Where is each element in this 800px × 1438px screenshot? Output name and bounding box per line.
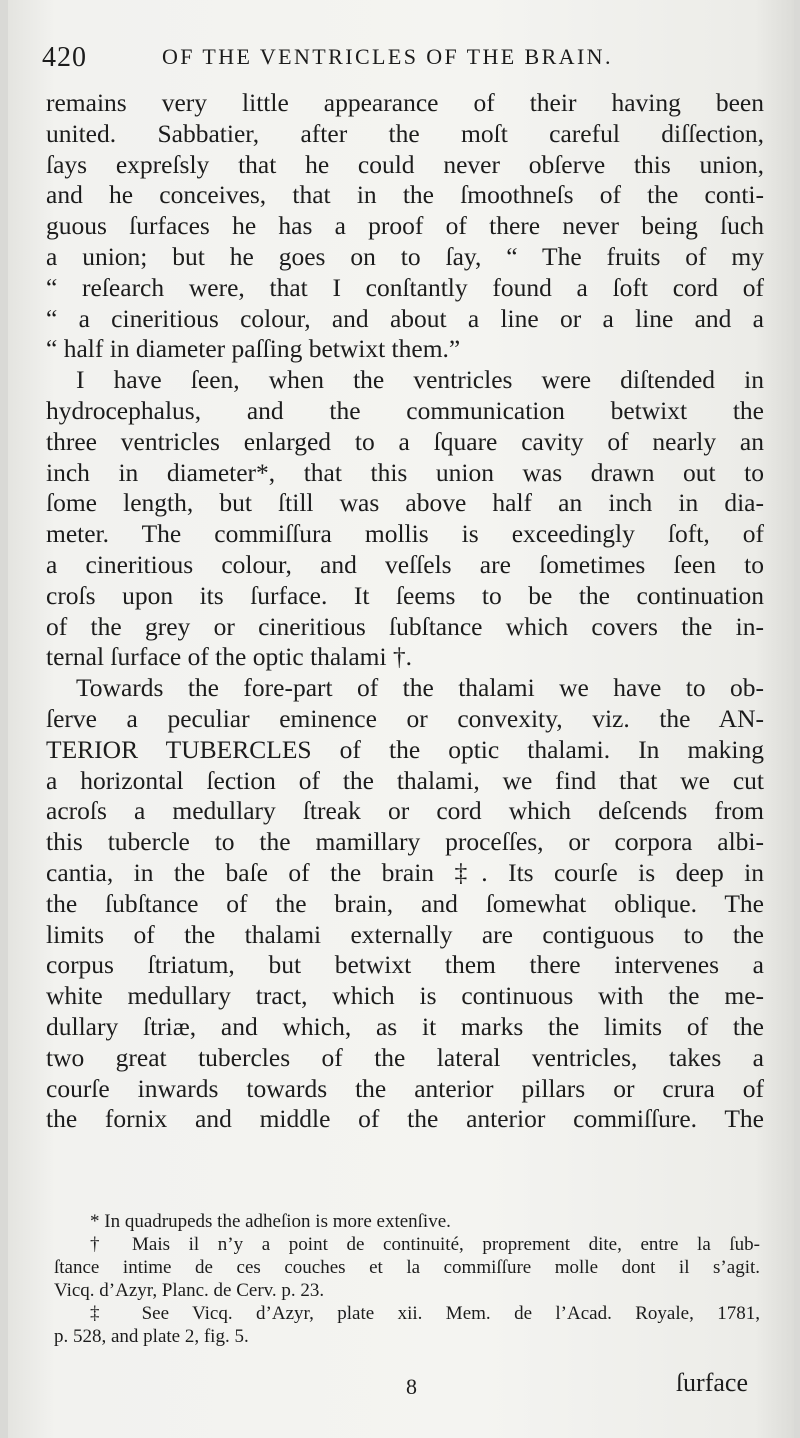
text-line: “ reſearch were, that I conſtantly found a ſoft cord of xyxy=(46,272,764,302)
book-page xyxy=(8,0,794,1438)
page-number: 420 xyxy=(42,42,87,73)
text-line: I have ſeen, when the ventricles were diſtended in xyxy=(76,365,764,395)
page-header xyxy=(42,42,754,82)
footnote-line: * In quadrupeds the adheſion is more extenſive. xyxy=(90,1211,451,1232)
text-line: hydrocephalus, and the communication betwixt the xyxy=(46,395,764,425)
text-line: united. Sabbatier, after the moſt careful diſſection, xyxy=(46,118,764,148)
catchword: ſurface xyxy=(675,1368,748,1397)
text-line: a cineritious colour, and veſſels are ſometimes ſeen to xyxy=(46,549,764,579)
footnote-line: Vicq. d’Azyr, Planc. de Cerv. p. 23. xyxy=(54,1280,325,1301)
text-line: corpus ſtriatum, but betwixt them there intervenes a xyxy=(46,950,764,980)
text-line: inch in diameter*, that this union was drawn out to xyxy=(46,457,764,487)
body-text xyxy=(46,88,764,1135)
text-line: ſome length, but ſtill was above half an inch in dia- xyxy=(46,488,764,518)
text-line: ternal ſurface of the optic thalami †. xyxy=(46,642,413,672)
text-line: the ſubſtance of the brain, and ſomewhat oblique. The xyxy=(46,888,764,918)
text-line: remains very little appearance of their having been xyxy=(46,88,764,117)
text-line: acroſs a medullary ſtreak or cord which deſcends from xyxy=(46,796,764,826)
text-line: cantia, in the baſe of the brain ‡. Its courſe is deep in xyxy=(46,857,764,887)
text-line: “ half in diameter paſſing betwixt them.” xyxy=(46,334,461,364)
footnotes xyxy=(54,1210,760,1348)
running-title: OF THE VENTRICLES OF THE BRAIN. xyxy=(162,44,613,69)
text-line: the fornix and middle of the anterior commiſſure. The xyxy=(46,1104,764,1134)
footnote-line: ‡ See Vicq. d’Azyr, plate xii. Mem. de l’Acad. Royale, 1781, xyxy=(90,1303,760,1324)
text-line: a union; but he goes on to ſay, “ The fruits of my xyxy=(46,241,764,271)
text-line: two great tubercles of the lateral ventricles, takes a xyxy=(46,1042,764,1072)
footnote-line: † Mais il n’y a point de continuité, proprement dite, entre la ſub- xyxy=(90,1234,760,1255)
text-line: courſe inwards towards the anterior pillars or crura of xyxy=(46,1073,764,1103)
text-line: TERIOR TUBERCLES of the optic thalami. In making xyxy=(46,734,764,764)
footnote-line: p. 528, and plate 2, fig. 5. xyxy=(54,1326,249,1347)
text-line: a horizontal ſection of the thalami, we find that we cut xyxy=(46,765,764,795)
text-line: three ventricles enlarged to a ſquare cavity of nearly an xyxy=(46,426,764,456)
footnote-line: ſtance intime de ces couches et la commiſſure molle dont il s’agit. xyxy=(54,1257,760,1278)
text-line: of the grey or cineritious ſubſtance which covers the in- xyxy=(46,611,764,641)
text-line: and he conceives, that in the ſmoothneſs of the conti- xyxy=(46,180,764,210)
text-line: ſerve a peculiar eminence or convexity, viz. the AN- xyxy=(46,703,764,733)
text-line: meter. The commiſſura mollis is exceedingly ſoft, of xyxy=(46,519,764,549)
text-line: “ a cineritious colour, and about a line or a line and a xyxy=(46,303,764,333)
text-line: croſs upon its ſurface. It ſeems to be the continuation xyxy=(46,580,764,610)
text-line: white medullary tract, which is continuous with the me- xyxy=(46,981,764,1011)
text-line: this tubercle to the mamillary proceſſes, or corpora albi- xyxy=(46,827,764,857)
text-line: guous ſurfaces he has a proof of there never being ſuch xyxy=(46,211,764,241)
text-line: ſays expreſsly that he could never obſerve this union, xyxy=(46,149,764,179)
text-line: limits of the thalami externally are contiguous to the xyxy=(46,919,764,949)
text-line: dullary ſtriæ, and which, as it marks the limits of the xyxy=(46,1011,764,1041)
text-line: Towards the fore-part of the thalami we have to ob- xyxy=(76,673,764,703)
signature-mark: 8 xyxy=(406,1374,417,1399)
